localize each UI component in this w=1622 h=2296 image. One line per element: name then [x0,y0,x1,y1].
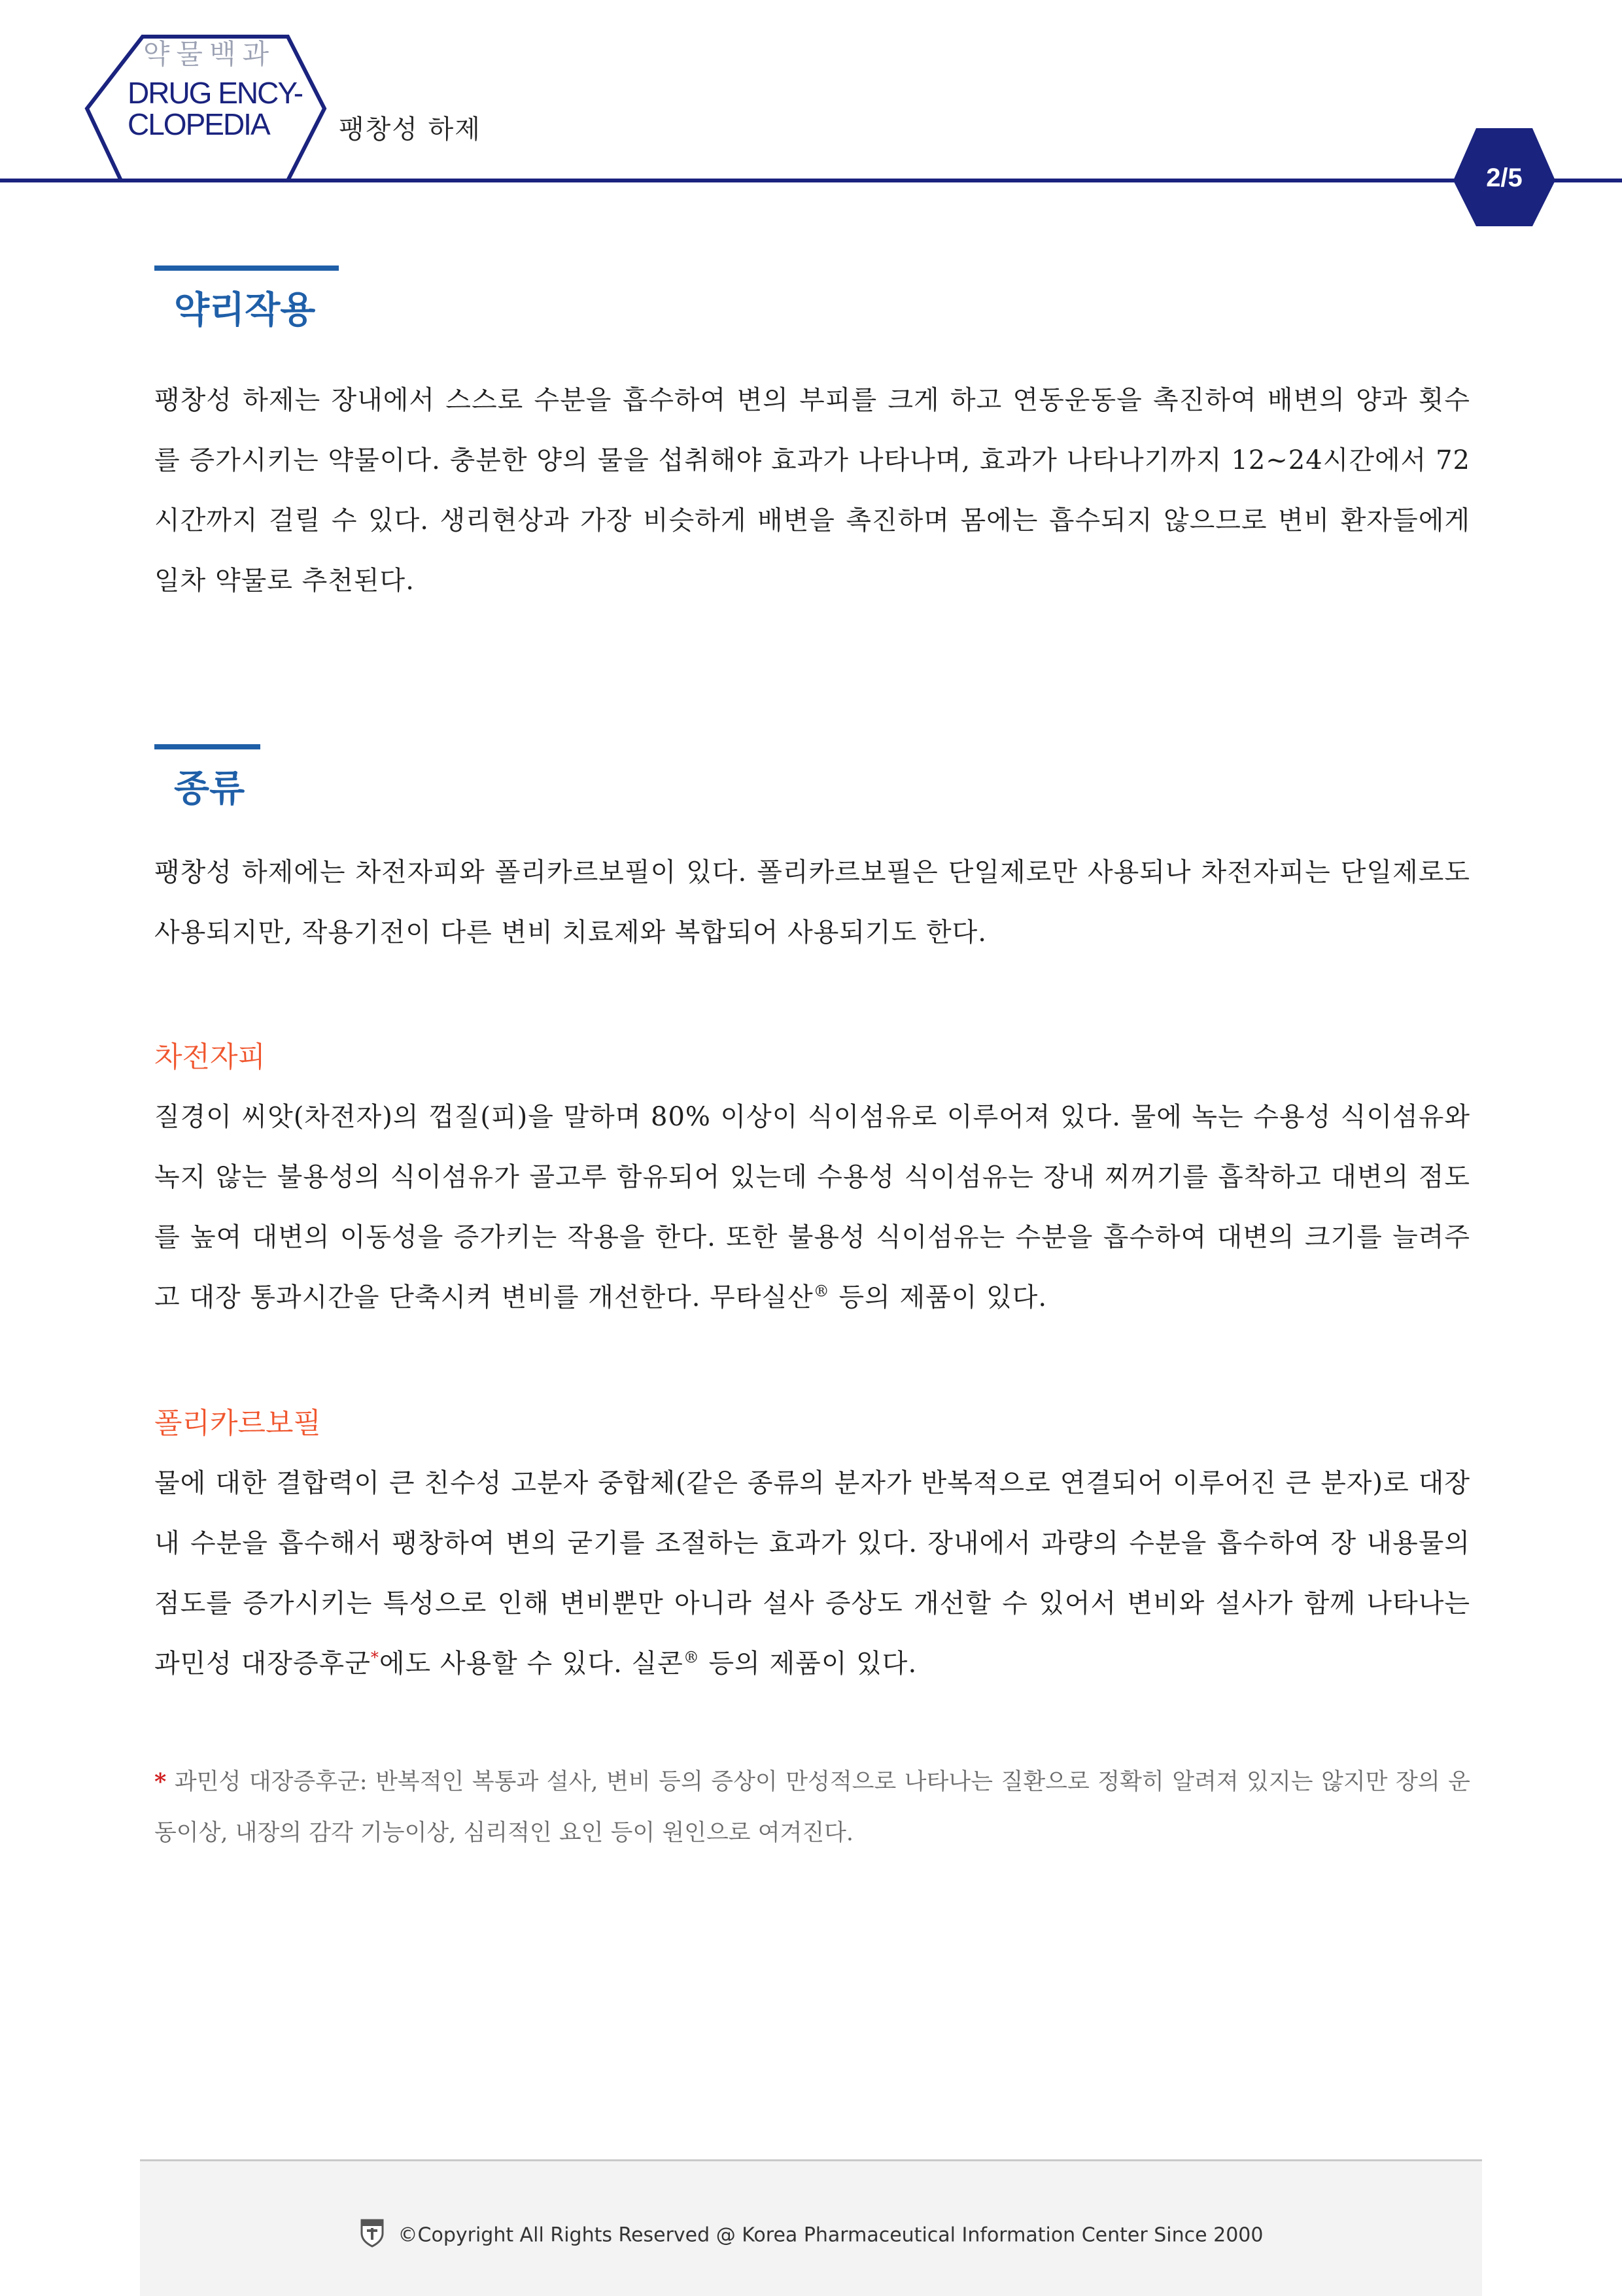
registered-mark: ® [813,1282,830,1301]
logo-english-line-2: CLOPEDIA [128,107,269,141]
footer-content [140,2218,1482,2253]
polycarbophil-text-2: 에도 사용할 수 있다. 실콘 [379,1649,683,1679]
section-bar-pharmacology [154,266,339,271]
psyllium-tail: 등의 제품이 있다. [829,1282,1048,1312]
types-paragraph: 팽창성 하제에는 차전자피와 폴리카르보필이 있다. 폴리카르보필은 단일제로만 사용되나 차전자피는 단일제로도 사용되지만, 작용기전이 다른 변비 치료제와 복합되어 사용되기도 한다. [154,857,1470,948]
registered-mark: ® [683,1648,700,1667]
polycarbophil-tail: 등의 제품이 있다. [699,1649,918,1679]
psyllium-text: 질경이 씨앗(차전자)의 껍질(피)을 말하며 80% 이상이 식이섬유로 이루어져 있다. 물에 녹는 수용성 식이섬유와 녹지 않는 불용성의 식이섬유가 골고루 함유되어 있는데 수용성 식이섬유는 장내 찌꺼기를 흡착하고 대변의 점도를 높여 대변의 이동성을 증가키는 작용을 한다. 또한 불용성 식이섬유는 수분을 흡수하여 대변의 크기를 늘려주고 대장 통과시간을 단축시켜 변비를 개선한다. 무타실산 [154,1102,1470,1312]
logo-korean-text: 약물백과 [143,38,276,70]
section-bar-types [154,744,260,749]
polycarbophil-text-1: 물에 대한 결합력이 큰 친수성 고분자 중합체(같은 종류의 분자가 반복적으로 연결되어 이루어진 큰 분자)로 대장 내 수분을 흡수해서 팽창하여 변의 굳기를 조절하는 효과가 있다. 장내에서 과량의 수분을 흡수하여 장 내용물의 점도를 증가시키는 특성으로 인해 변비뿐만 아니라 설사 증상도 개선할 수 있어서 변비와 설사가 함께 나타나는 과민성 대장증후군 [154,1468,1470,1679]
page-number: 2/5 [1486,163,1523,192]
section-heading-types: 종류 [174,768,245,810]
polycarbophil-paragraph [154,1453,1470,1694]
footer [140,2159,1482,2296]
section-heading-pharmacology: 약리작용 [174,289,316,332]
logo-english-line-1: DRUG ENCY- [128,76,303,110]
logo-english-text [128,76,303,141]
copyright-text: ©Copyright All Rights Reserved @ Korea Pharmaceutical Information Center Since 2000 [398,2223,1264,2247]
psyllium-paragraph [154,1087,1470,1328]
pharmacology-paragraph: 팽창성 하제는 장내에서 스스로 수분을 흡수하여 변의 부피를 크게 하고 연동운동을 촉진하여 배변의 양과 횟수를 증가시키는 약물이다. 충분한 양의 물을 섭취해야 효과가 나타나며, 효과가 나타나기까지 12~24시간에서 72시간까지 걸릴 수 있다. 생리현상과 가장 비슷하게 배변을 촉진하며 몸에는 흡수되지 않으므로 변비 환자들에게 일차 약물로 추천된다. [154,385,1470,596]
footnote [154,1756,1470,1859]
footnote-mark: * [154,1768,167,1795]
document-title: 팽창성 하제 [339,114,481,145]
footnote-text: 과민성 대장증후군: 반복적인 복통과 설사, 변비 등의 증상이 만성적으로 나타나는 질환으로 정확히 알려져 있지는 않지만 장의 운동이상, 내장의 감각 기능이상, 심리적인 요인 등이 원인으로 여겨진다. [154,1769,1470,1846]
subheading-psyllium: 차전자피 [154,1040,266,1074]
subheading-polycarbophil: 폴리카르보필 [154,1407,322,1440]
footnote-asterisk: * [370,1648,379,1667]
shield-crest-icon [359,2218,385,2253]
